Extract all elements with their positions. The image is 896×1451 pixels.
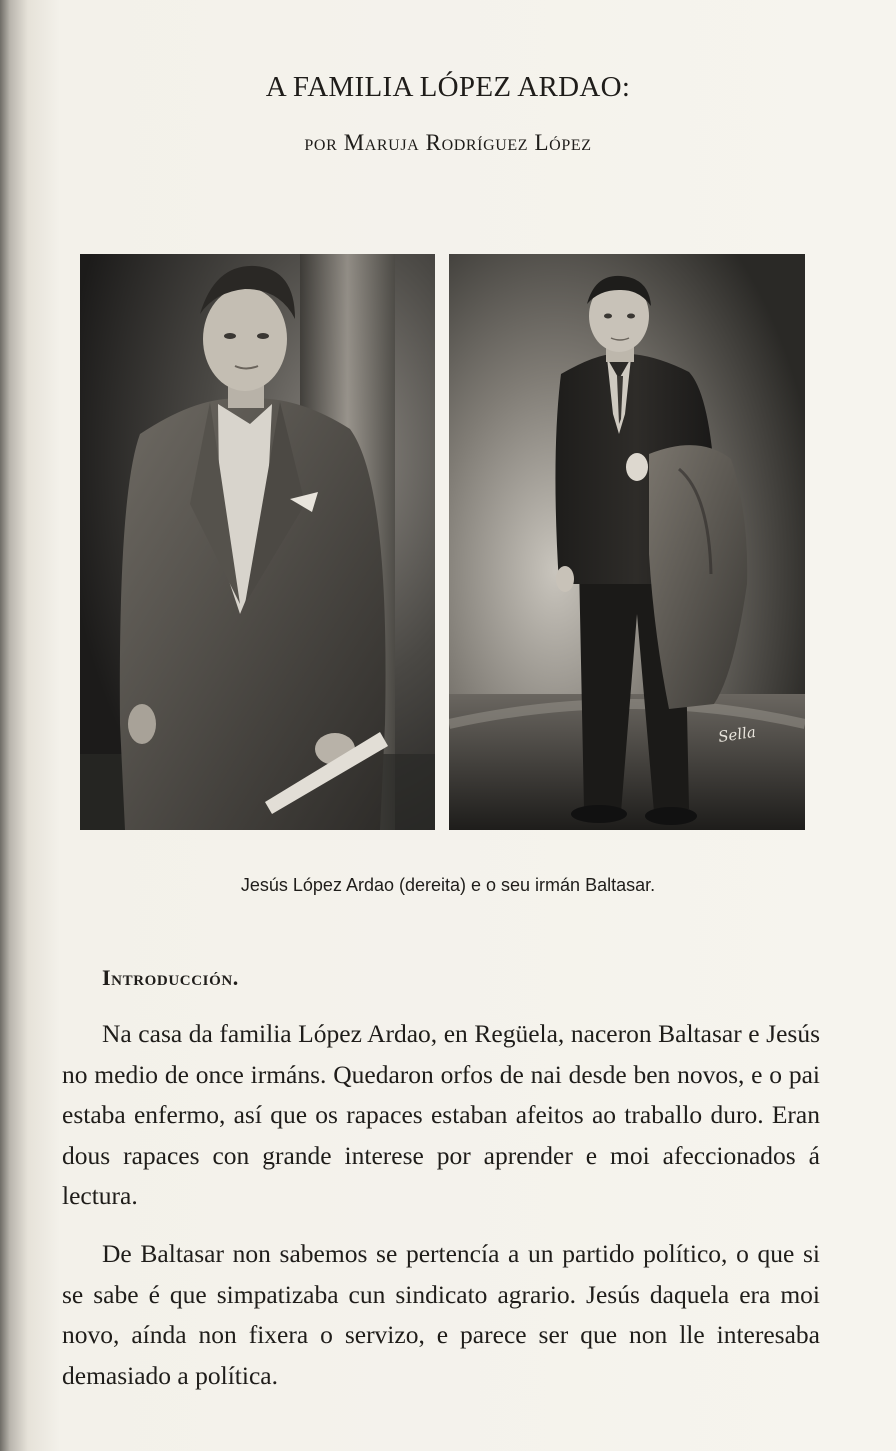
section-heading: Introducción. <box>102 965 239 990</box>
photo-caption: Jesús López Ardao (dereita) e o seu irmán Baltasar. <box>240 875 656 895</box>
portrait-young-man-jacket <box>80 254 435 830</box>
body-paragraph: Na casa da familia López Ardao, en Regüela, naceron Baltasar e Jesús no medio de once irmáns. Quedaron orfos de nai desde ben novos, e o pai estaba enfermo, así que os rapaces estaban afeitos ao traballo duro. Eran dous rapaces con grande interese por aprender e moi afeccionados á lectura. <box>62 1019 820 1210</box>
photo-left <box>80 254 435 830</box>
article-title: A FAMILIA LÓPEZ ARDAO: <box>265 71 631 103</box>
portrait-man-suit-holding-coat <box>449 254 805 830</box>
author-byline: por Maruja Rodríguez López <box>304 130 592 155</box>
svg-text:Sella: Sella <box>717 722 757 746</box>
body-paragraph: De Baltasar non sabemos se pertencía a un partido político, o que si se sabe é que simpatizaba cun sindicato agrario. Jesús daquela era moi novo, aínda non fixera o servizo, e parece ser que non lle interesaba demasiado a política. <box>62 1239 820 1390</box>
photo-right <box>449 254 805 830</box>
